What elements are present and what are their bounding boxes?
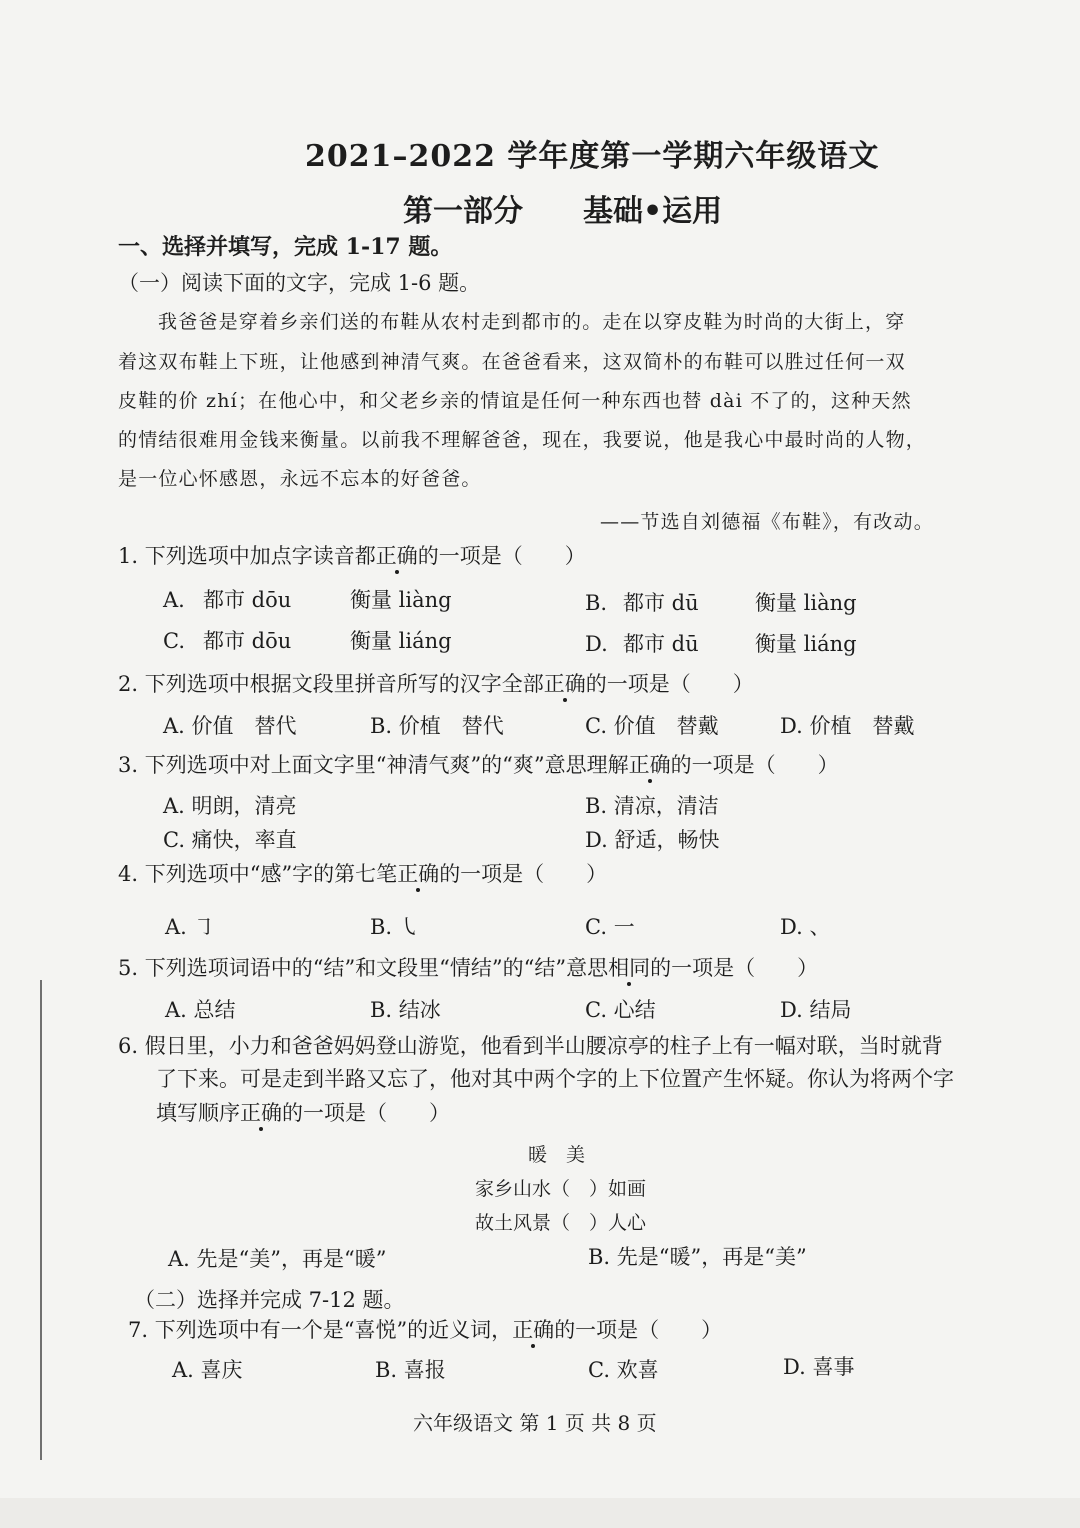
binding-margin-line <box>40 980 42 1460</box>
option-b-word: 都市 dū <box>623 591 699 615</box>
question-4: 4. 下列选项中“感”字的第七笔正确的一项是（ ） <box>118 862 608 886</box>
couplet-line: 家乡山水（ ）如画 <box>475 1178 647 1200</box>
question-5: 5. 下列选项词语中的“结”和文段里“情结”的“结”意思相同的一项是（ ） <box>118 956 819 980</box>
question-2: 2. 下列选项中根据文段里拼音所写的汉字全部正确的一项是（ ） <box>118 672 754 696</box>
passage-line: 皮鞋的价 zhí；在他心中，和父老乡亲的情谊是任何一种东西也替 dài 不了的，这种天然 <box>118 390 912 412</box>
option-c: C. <box>163 629 185 653</box>
option-d: D. 结局 <box>780 998 852 1022</box>
section-heading: 一、选择并填写，完成 1-17 题。 <box>118 234 453 260</box>
option-d: D. 价植 替戴 <box>780 714 915 738</box>
couplet-line: 故土风景（ ）人心 <box>475 1212 647 1234</box>
passage-line: 我爸爸是穿着乡亲们送的布鞋从农村走到都市的。走在以穿皮鞋为时尚的大街上，穿 <box>158 311 906 333</box>
option-b: B. 结冰 <box>370 998 441 1022</box>
option-b: B. 先是“暖”，再是“美” <box>588 1245 807 1269</box>
option-c-word: 都市 dōu <box>203 629 292 653</box>
stroke-hengzhe-icon: ㇆ <box>193 915 215 939</box>
stroke-xiegou-icon: ㇂ <box>398 915 420 939</box>
option-a: A. 喜庆 <box>172 1358 243 1382</box>
exam-title: 2021–2022 学年度第一学期六年级语文 <box>305 139 880 174</box>
option-b: B. ㇂ <box>370 915 420 939</box>
option-d: D. <box>585 632 608 656</box>
part-label: 第一部分 <box>403 194 523 229</box>
option-d-word: 衡量 liáng <box>755 632 857 656</box>
option-a: A. 先是“美”，再是“暖” <box>168 1247 387 1271</box>
scan-bottom-band <box>0 1498 1080 1528</box>
option-a: A. 明朗，清亮 <box>163 794 297 818</box>
question-6-line: 填写顺序正确的一项是（ ） <box>156 1101 450 1125</box>
option-b: B. 喜报 <box>375 1358 446 1382</box>
question-6-line: 了下来。可是走到半路又忘了，他对其中两个字的上下位置产生怀疑。你认为将两个字 <box>156 1067 954 1091</box>
option-c: C. 一 <box>585 915 635 939</box>
option-d: D. 、 <box>780 915 831 939</box>
subsection-heading: （二）选择并完成 7-12 题。 <box>134 1288 405 1312</box>
subsection-heading: （一）阅读下面的文字，完成 1-6 题。 <box>118 271 481 295</box>
option-a: A. 总结 <box>165 998 236 1022</box>
passage-line: 是一位心怀感恩，永远不忘本的好爸爸。 <box>118 468 482 490</box>
option-a: A. <box>163 588 185 612</box>
question-7: 7. 下列选项中有一个是“喜悦”的近义词，正确的一项是（ ） <box>128 1318 723 1342</box>
option-a-word: 衡量 liàng <box>350 588 452 612</box>
passage-source: ——节选自刘德福《布鞋》，有改动。 <box>600 511 934 533</box>
question-3: 3. 下列选项中对上面文字里“神清气爽”的“爽”意思理解正确的一项是（ ） <box>118 753 839 777</box>
option-b: B. 清凉，清洁 <box>585 794 719 818</box>
stroke-dian-icon: 、 <box>809 915 831 939</box>
option-c: C. 心结 <box>585 998 656 1022</box>
option-a-word: 都市 dōu <box>203 588 292 612</box>
question-6: 6. 假日里，小力和爸爸妈妈登山游览，他看到半山腰凉亭的柱子上有一幅对联，当时就背 <box>118 1034 943 1058</box>
option-b: B. 价植 替代 <box>370 714 504 738</box>
option-d: D. 舒适，畅快 <box>585 828 720 852</box>
question-1: 1. 下列选项中加点字读音都正确的一项是（ ） <box>118 544 586 568</box>
option-d: D. 喜事 <box>783 1355 855 1379</box>
option-b: B. <box>585 591 608 615</box>
stroke-heng-icon: 一 <box>613 915 635 939</box>
option-b-word: 衡量 liàng <box>755 591 857 615</box>
passage-line: 的情结很难用金钱来衡量。以前我不理解爸爸，现在，我要说，他是我心中最时尚的人物， <box>118 429 927 451</box>
option-c-word: 衡量 liáng <box>350 629 452 653</box>
couplet-chars: 暖 美 <box>528 1144 586 1166</box>
passage-line: 着这双布鞋上下班，让他感到神清气爽。在爸爸看来，这双简朴的布鞋可以胜过任何一双 <box>118 351 906 373</box>
option-a: A. ㇆ <box>165 915 215 939</box>
option-c: C. 痛快，率直 <box>163 828 297 852</box>
page-footer: 六年级语文 第 1 页 共 8 页 <box>413 1411 657 1435</box>
part-name: 基础•运用 <box>583 194 723 229</box>
option-c: C. 价值 替戴 <box>585 714 719 738</box>
option-c: C. 欢喜 <box>588 1358 659 1382</box>
option-d-word: 都市 dū <box>623 632 699 656</box>
option-a: A. 价值 替代 <box>163 714 297 738</box>
